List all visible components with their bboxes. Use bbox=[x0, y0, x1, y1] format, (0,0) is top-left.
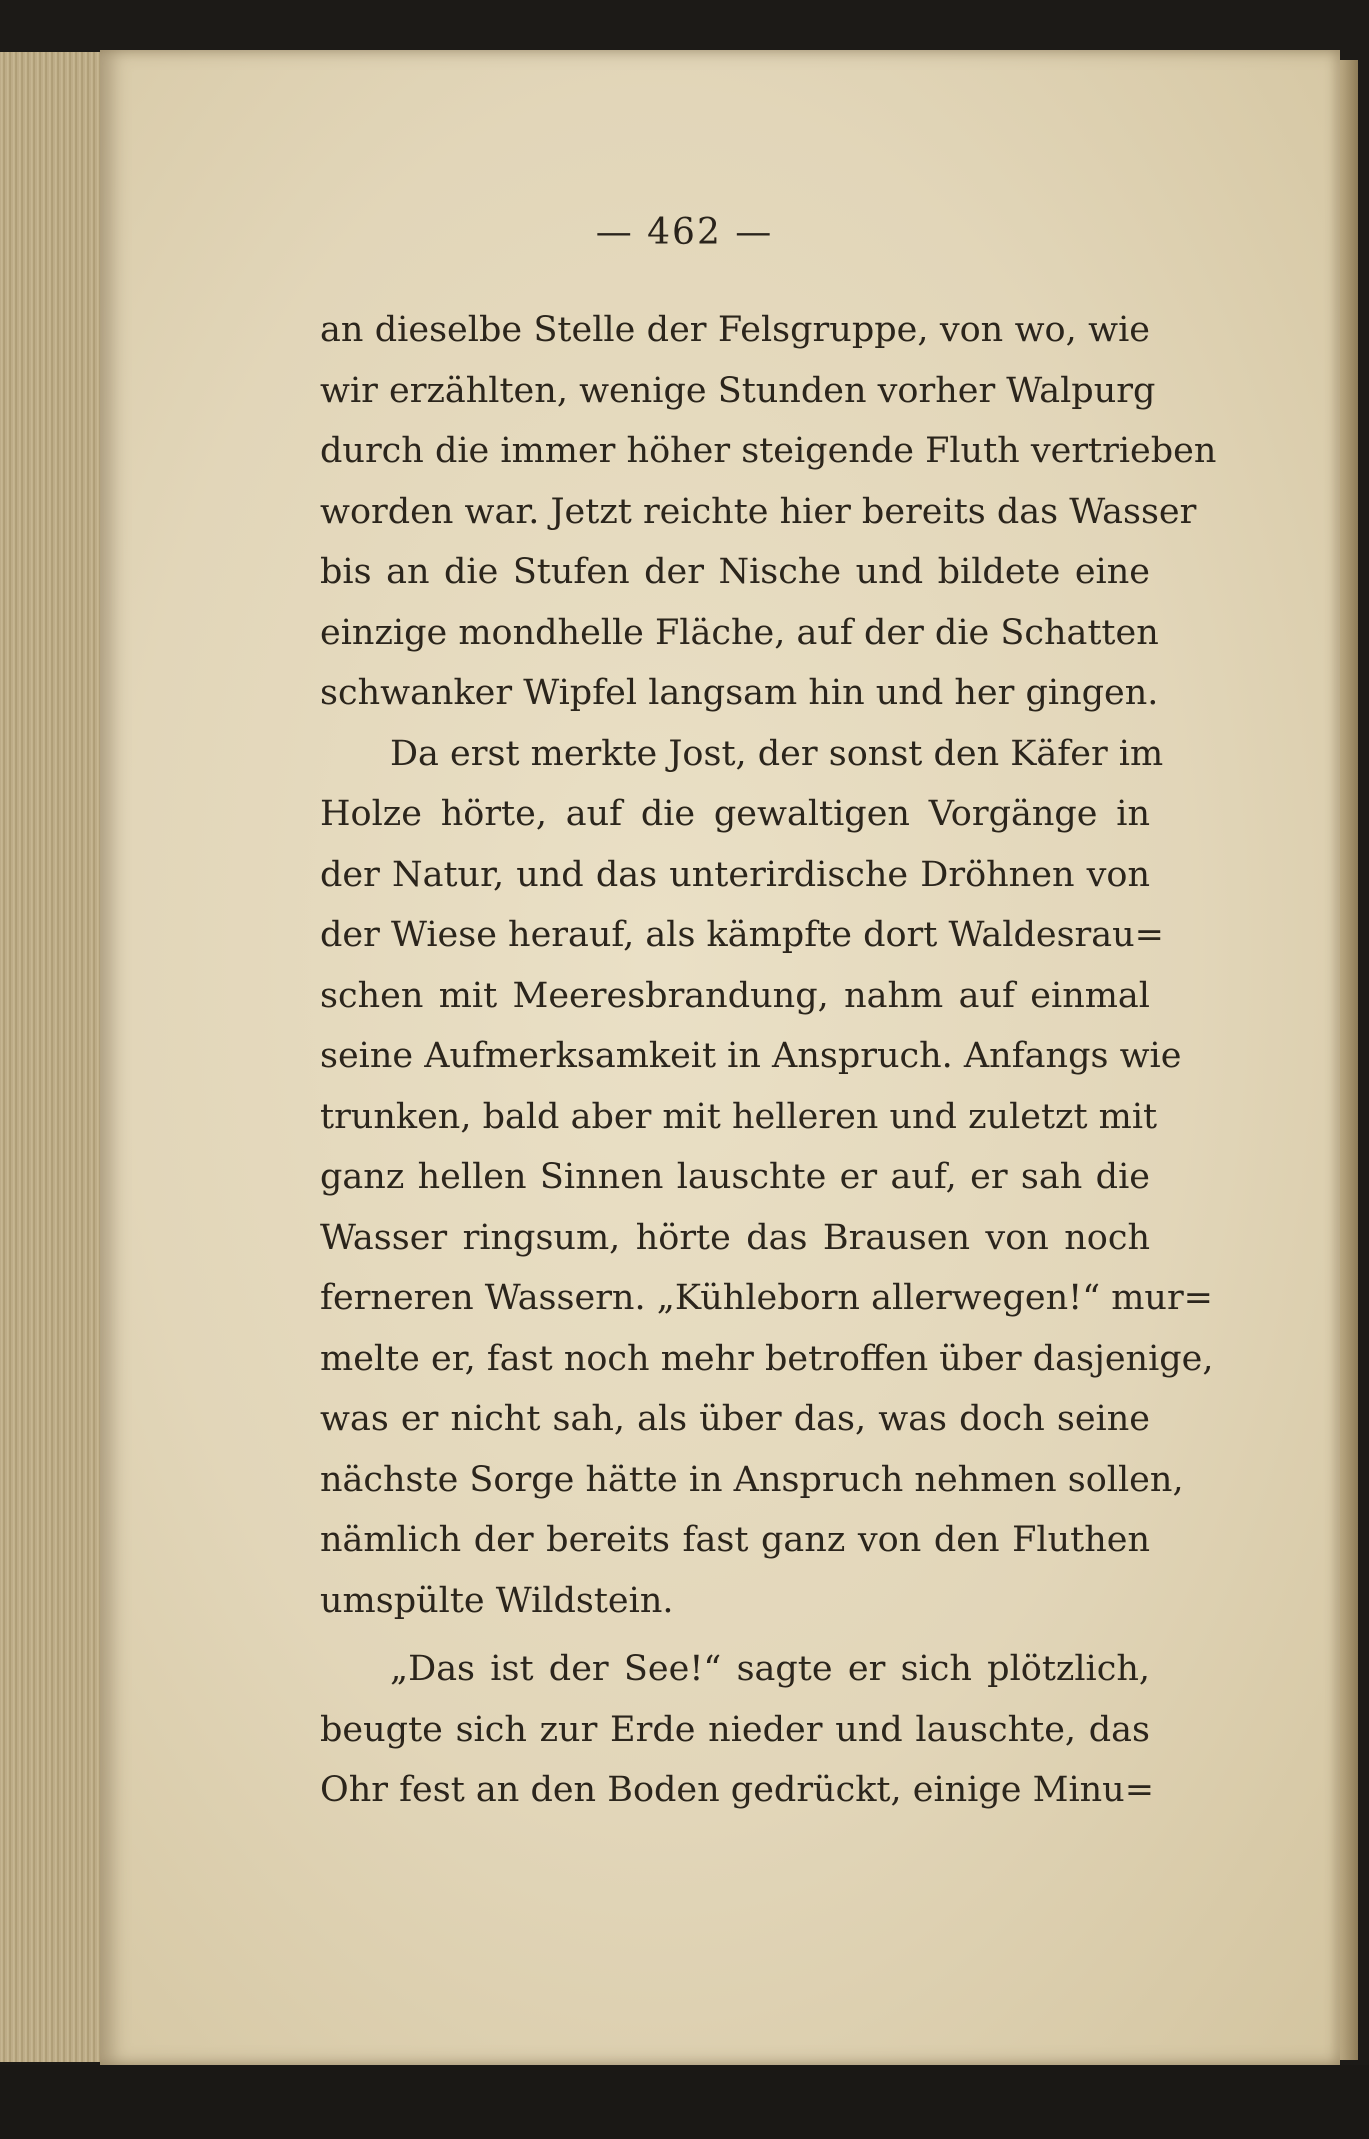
text-line: schwanker Wipfel langsam hin und her gingen. bbox=[320, 673, 1159, 713]
text-line: Holze hörte, auf die gewaltigen Vorgänge in bbox=[320, 794, 1150, 834]
text-line: bis an die Stufen der Nische und bildete eine bbox=[320, 552, 1150, 592]
text-line: der Wiese herauf, als kämpfte dort Waldesrau= bbox=[320, 915, 1164, 955]
body-text bbox=[320, 300, 1217, 1821]
text-line: ganz hellen Sinnen lauschte er auf, er sah die bbox=[320, 1157, 1150, 1197]
paragraph bbox=[320, 300, 1217, 724]
text-line: ferneren Wassern. „Kühleborn allerwegen!“ mur= bbox=[320, 1278, 1213, 1318]
book-page-edges bbox=[0, 52, 110, 2062]
paragraph bbox=[320, 724, 1214, 1632]
text-line: nächste Sorge hätte in Anspruch nehmen sollen, bbox=[320, 1459, 1184, 1500]
text-line: worden war. Jetzt reichte hier bereits das Wasser bbox=[320, 491, 1197, 532]
text-line: der Natur, und das unterirdische Dröhnen von bbox=[320, 854, 1150, 895]
text-line: Ohr fest an den Boden gedrückt, einige Minu= bbox=[320, 1770, 1155, 1810]
text-line: schen mit Meeresbrandung, nahm auf einmal bbox=[320, 975, 1150, 1016]
text-line: was er nicht sah, als über das, was doch seine bbox=[320, 1399, 1150, 1439]
text-line: nämlich der bereits fast ganz von den Fluthen bbox=[320, 1520, 1150, 1560]
text-line: wir erzählten, wenige Stunden vorher Walpurg bbox=[320, 370, 1156, 411]
text-line: umspülte Wildstein. bbox=[320, 1580, 674, 1621]
text-line: seine Aufmerksamkeit in Anspruch. Anfangs wie bbox=[320, 1036, 1182, 1076]
text-line: durch die immer höher steigende Fluth vertrieben bbox=[320, 431, 1217, 471]
paragraph bbox=[320, 1639, 1155, 1821]
text-line: Wasser ringsum, hörte das Brausen von noch bbox=[320, 1217, 1150, 1258]
text-line: trunken, bald aber mit helleren und zuletzt mit bbox=[320, 1096, 1158, 1137]
text-line: „Das ist der See!“ sagte er sich plötzlich, bbox=[390, 1649, 1150, 1689]
scan-background bbox=[0, 2065, 1369, 2139]
text-line: Da erst merkte Jost, der sonst den Käfer im bbox=[390, 733, 1164, 774]
text-line: an dieselbe Stelle der Felsgruppe, von wo, wie bbox=[320, 310, 1150, 350]
text-line: beugte sich zur Erde nieder und lauschte, das bbox=[320, 1709, 1150, 1750]
page-number: — 462 — bbox=[595, 212, 774, 253]
text-line: melte er, fast noch mehr betroffen über dasjenige, bbox=[320, 1338, 1214, 1379]
text-line: einzige mondhelle Fläche, auf der die Schatten bbox=[320, 612, 1159, 653]
